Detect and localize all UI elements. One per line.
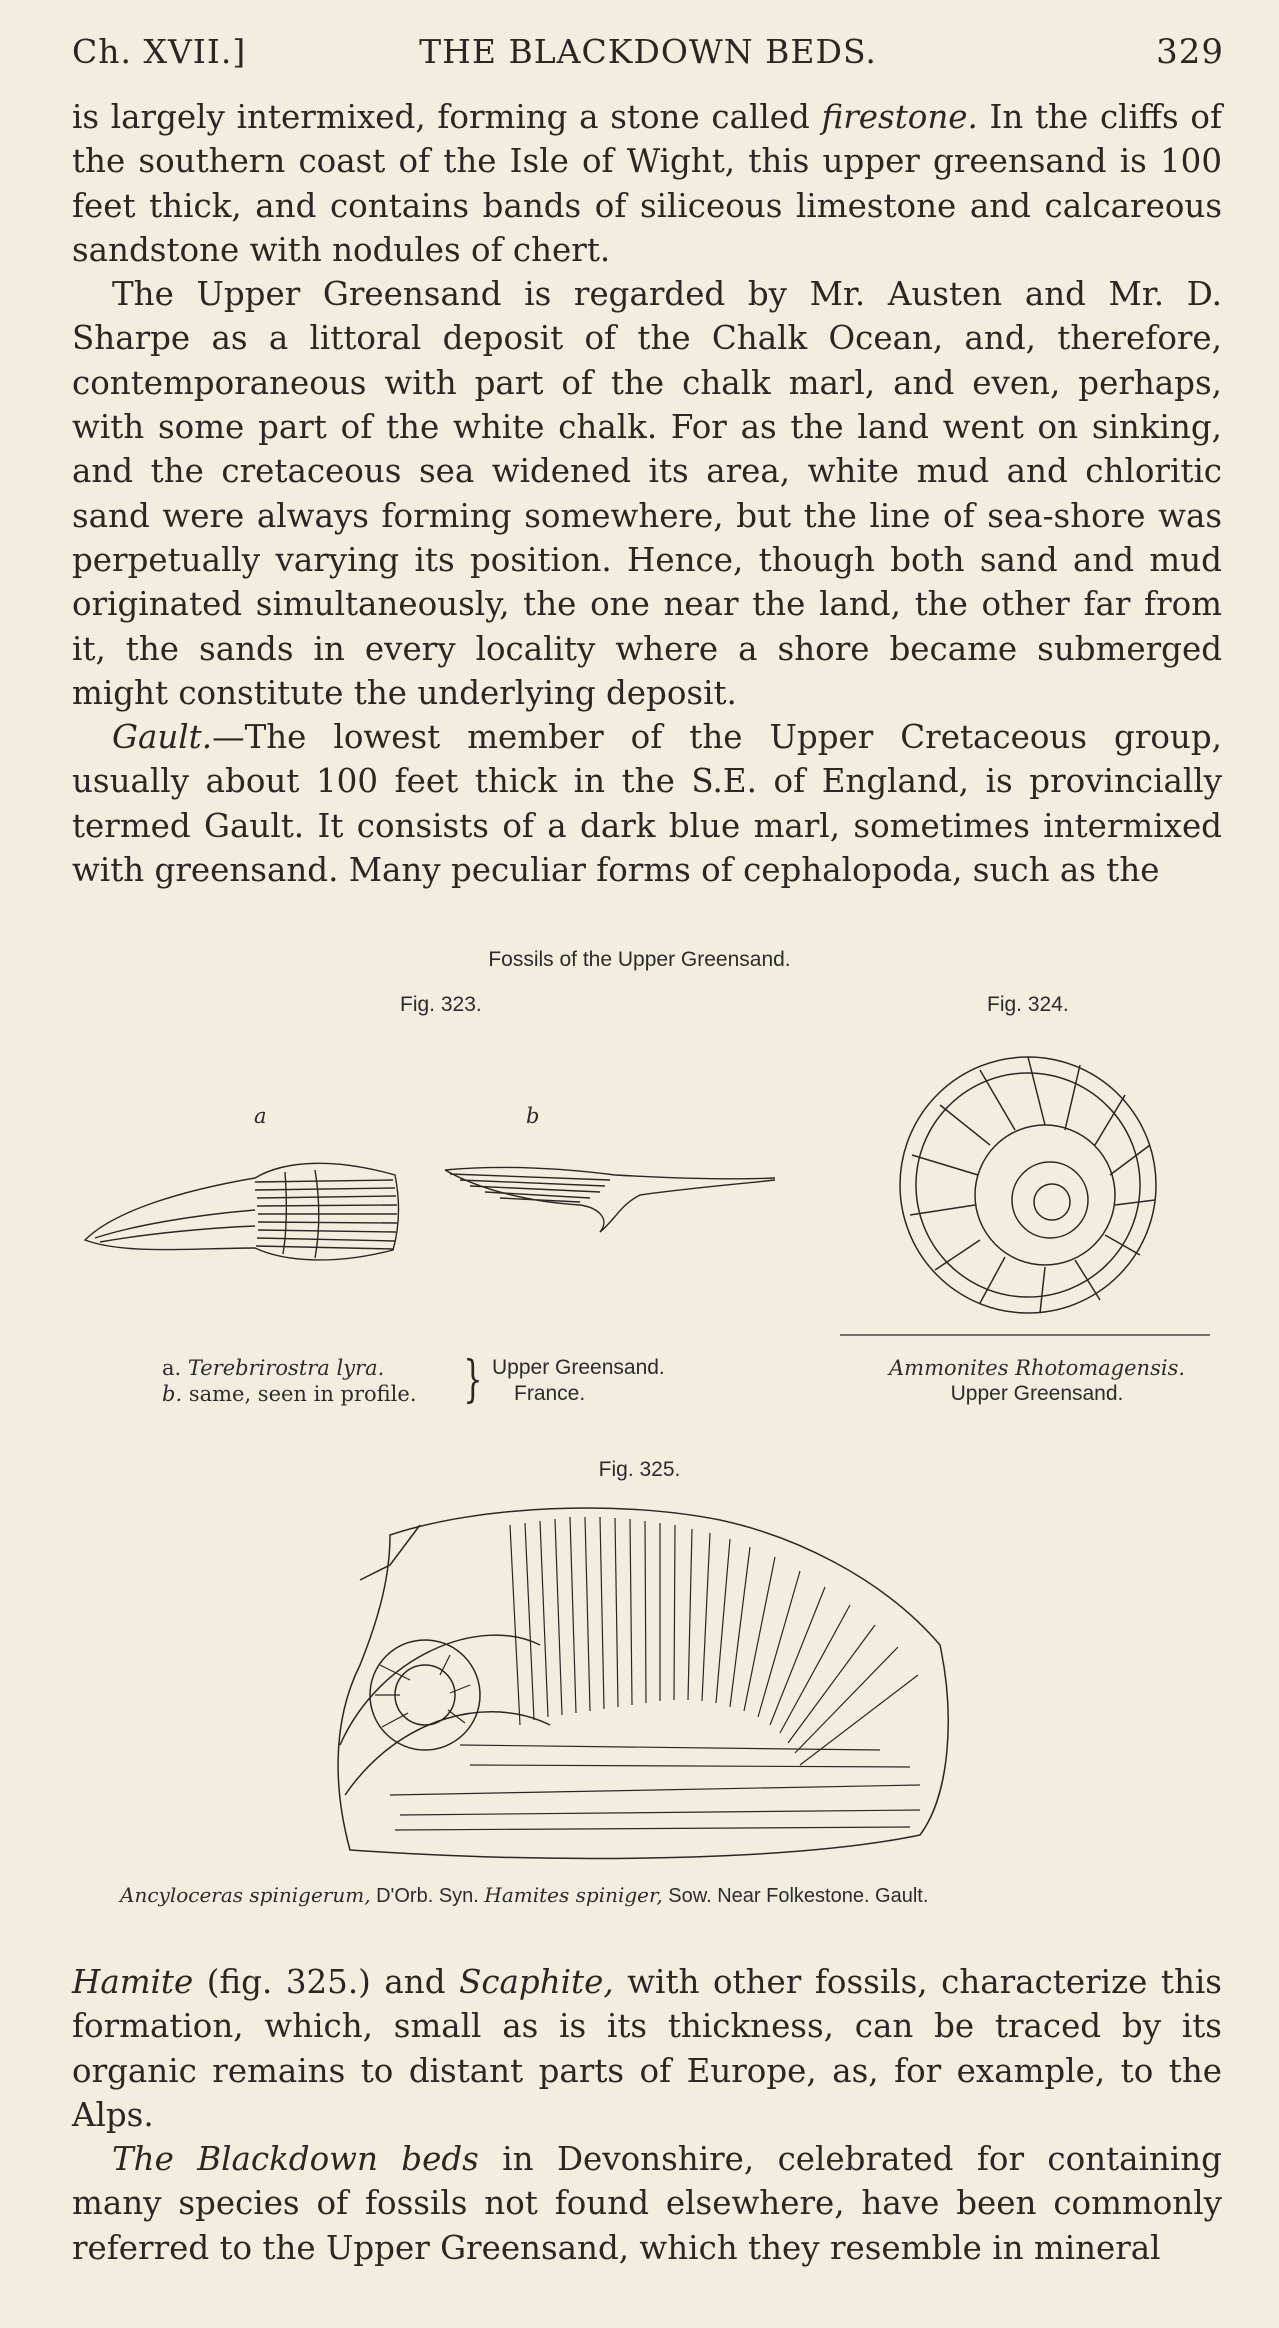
term-gault: Gault. [112, 718, 213, 757]
fig-323-locality [492, 1355, 665, 1407]
caption-text: Sow. Near Folkestone. Gault. [662, 1885, 929, 1907]
paragraph-firestone [72, 95, 1222, 272]
term-scaphite: Scaphite, [459, 1963, 614, 2001]
terebrirostra-top-illustration [75, 1130, 405, 1270]
fig-323-caption [162, 1355, 417, 1407]
caption-brace: } [463, 1350, 483, 1408]
paragraph-hamite [72, 1960, 1222, 2137]
caption-line-a [162, 1355, 417, 1381]
formation: Upper Greensand. [950, 1382, 1124, 1405]
page-title: THE BLACKDOWN BEDS. [419, 32, 877, 71]
caption-text: D'Orb. Syn. [370, 1885, 485, 1907]
paragraph-upper-greensand: The Upper Greensand is regarded by Mr. Austen and Mr. D. Sharpe as a littoral deposit of the Chalk Ocean, and, therefore, contemporaneous with part of the chalk marl, and even, perhaps, with some part of the white chalk. For as the land went on sinking, and the cretaceous sea widened its area, white mud and chloritic sand were always forming somewhere, but the line of sea-shore was perpetually varying its position. Hence, though both sand and mud originated simultaneously, the one near the land, the other far from it, the sands in every locality where a shore became submerged might constitute the underlying deposit. [72, 275, 1222, 712]
locality: France. [514, 1382, 586, 1405]
caption-text: same, seen in profile. [188, 1382, 417, 1406]
running-header [72, 32, 1224, 76]
fossil-label-a: a [254, 1104, 267, 1128]
body-text-top [72, 95, 1222, 892]
paragraph-blackdown [72, 2137, 1222, 2270]
ammonite-illustration [840, 1035, 1210, 1340]
species-name: Ammonites Rhotomagensis. [888, 1356, 1186, 1380]
terebrirostra-profile-illustration [440, 1150, 780, 1240]
formation: Upper Greensand. [492, 1356, 665, 1379]
fig-324-label: Fig. 324. [987, 993, 1069, 1016]
fig-323-label: Fig. 323. [400, 993, 482, 1016]
fig-325-label: Fig. 325. [598, 1458, 681, 1481]
species-name: Terebrirostra lyra. [187, 1356, 385, 1380]
fig-324-caption [872, 1355, 1202, 1407]
caption-prefix: b. [162, 1382, 183, 1406]
fig-325-caption [120, 1883, 928, 1908]
species-synonym: Hamites spiniger, [484, 1883, 663, 1907]
caption-line-b [162, 1381, 417, 1407]
text-run: —The lowest member of the Upper Cretaceous group, usually about 100 feet thick in the S.E. of England, is provincially termed Gault. It consists of a dark blue marl, sometimes intermixed with greensand. Many peculiar forms of cephalopoda, such as the [72, 718, 1222, 890]
text-run: (fig. 325.) and [193, 1963, 460, 2001]
page-number: 329 [1156, 32, 1224, 72]
text-run: with other fossils, characterize this formation, which, small as is its thickness, can be traced by its organic remains to distant parts of Europe, as, for example, to the Alps. [72, 1963, 1222, 2134]
term-hamite: Hamite [72, 1963, 194, 2001]
hamite-illustration [320, 1495, 960, 1870]
paragraph-gault [72, 715, 1222, 892]
caption-prefix: a. [162, 1356, 182, 1380]
fossil-label-b: b [526, 1104, 540, 1128]
chapter-heading: Ch. XVII.] [72, 32, 247, 71]
text-run: in Devonshire, celebrated for containing many species of fossils not found elsewhere, have been commonly referred to the Upper Greensand, which they resemble in mineral [72, 2140, 1222, 2267]
text-run: In the cliffs of the southern coast of the Isle of Wight, this upper greensand is 100 feet thick, and contains bands of siliceous limestone and calcareous sandstone with nodules of chert. [72, 98, 1223, 269]
species-name: Ancyloceras spinigerum, [120, 1883, 371, 1907]
figure-group-title: Fossils of the Upper Greensand. [488, 948, 791, 971]
term-firestone: firestone. [821, 98, 978, 136]
term-blackdown-beds: The Blackdown beds [112, 2140, 479, 2179]
body-text-bottom [72, 1960, 1222, 2270]
text-run: is largely intermixed, forming a stone called [72, 98, 822, 136]
